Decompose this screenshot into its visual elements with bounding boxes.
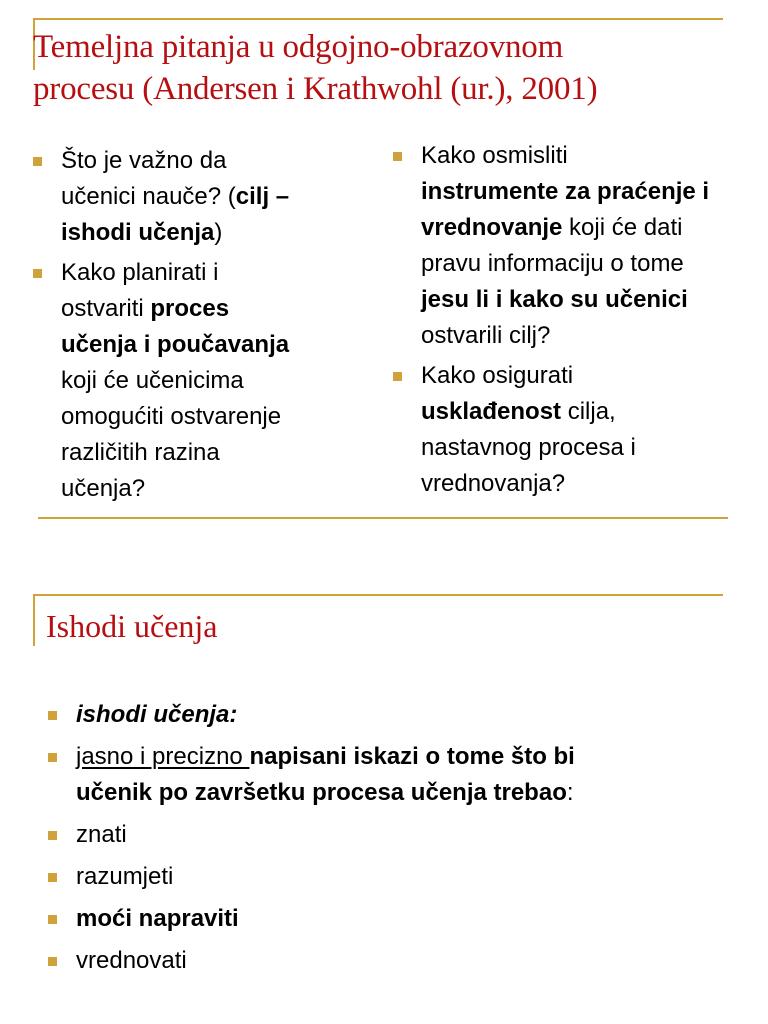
square-bullet-icon: [48, 753, 57, 762]
list-item: jasno i precizno napisani iskazi o tome što bi učenik po završetku procesa učenja trebao:: [48, 739, 738, 811]
list-item: moći napraviti: [48, 901, 738, 937]
slide1-title-line1: Temeljna pitanja u odgojno-obrazovnom: [33, 29, 564, 65]
slide2-top-rule: [33, 594, 723, 596]
slide1-top-rule: [33, 18, 723, 20]
slide1-bottom-rule: [38, 517, 728, 519]
square-bullet-icon: [48, 873, 57, 882]
slide2-list: [48, 697, 738, 979]
list-item: Kako osigurati usklađenost cilja, nastavnog procesa i vrednovanja?: [393, 358, 763, 502]
slide1-title-line2: procesu (Andersen i Krathwohl (ur.), 2001): [33, 71, 598, 107]
list-item: razumjeti: [48, 859, 738, 895]
list-item: znati: [48, 817, 738, 853]
list-item: Što je važno da učenici nauče? (cilj – ishodi učenja): [33, 143, 373, 251]
square-bullet-icon: [48, 711, 57, 720]
square-bullet-icon: [33, 157, 42, 166]
slide1-title: [33, 26, 597, 110]
slide1-right-column: [393, 138, 763, 502]
slide1-left-column: [33, 143, 373, 507]
square-bullet-icon: [48, 957, 57, 966]
square-bullet-icon: [33, 269, 42, 278]
square-bullet-icon: [393, 152, 402, 161]
slide2-title: Ishodi učenja: [46, 608, 218, 644]
square-bullet-icon: [393, 372, 402, 381]
slide2-left-rule: [33, 594, 35, 646]
square-bullet-icon: [48, 915, 57, 924]
list-item: ishodi učenja:: [48, 697, 738, 733]
list-item: Kako osmisliti instrumente za praćenje i vrednovanje koji će dati pravu informaciju o tome jesu li i kako su učenici ostvarili cilj?: [393, 138, 763, 354]
square-bullet-icon: [48, 831, 57, 840]
list-item: vrednovati: [48, 943, 738, 979]
list-item: Kako planirati i ostvariti proces učenja i poučavanja koji će učenicima omogućiti ostvarenje različitih razina učenja?: [33, 255, 373, 507]
